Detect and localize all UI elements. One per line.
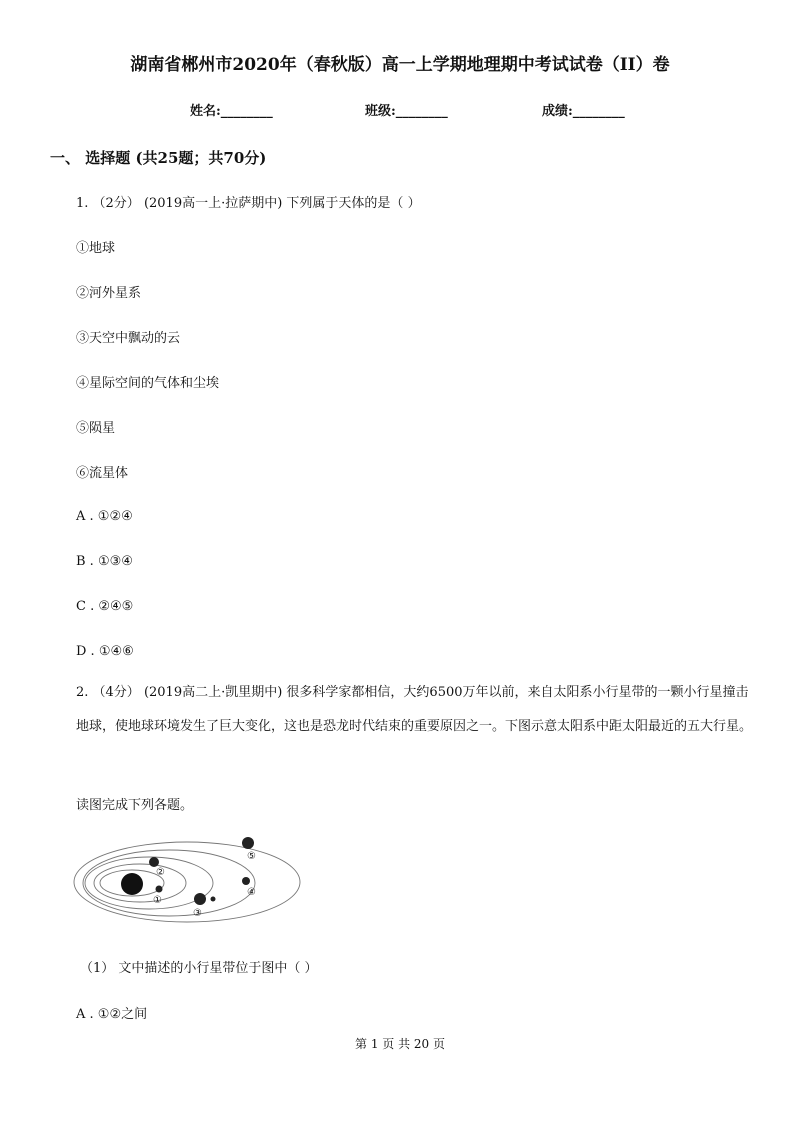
planet-4 (242, 877, 250, 885)
orbit-3 (85, 857, 213, 909)
class-field: 班级:________ (365, 104, 448, 119)
planet-3 (194, 893, 206, 905)
moon (211, 897, 216, 902)
page-title: 湖南省郴州市2020年（春秋版）高一上学期地理期中考试试卷（II）卷 (130, 55, 670, 75)
q1-option-d: D . ①④⑥ (76, 644, 134, 659)
q2-instruction: 读图完成下列各题。 (76, 798, 194, 813)
q2-sub1-stem: （1） 文中描述的小行星带位于图中（ ） (80, 961, 318, 976)
label-5: ⑤ (247, 851, 256, 862)
planet-1 (156, 886, 163, 893)
q1-option-a: A . ①②④ (76, 509, 133, 524)
q1-item-2: ②河外星系 (76, 286, 142, 301)
name-field: 姓名:________ (190, 104, 273, 119)
q1-item-4: ④星际空间的气体和尘埃 (76, 376, 220, 391)
label-4: ④ (247, 887, 256, 898)
planet-5 (242, 837, 254, 849)
score-field: 成绩:________ (542, 104, 625, 119)
q1-option-b: B . ①③④ (76, 554, 133, 569)
label-1: ① (153, 895, 162, 906)
q1-item-5: ⑤陨星 (76, 421, 116, 436)
solar-system-diagram (72, 830, 312, 930)
q1-item-6: ⑥流星体 (76, 466, 129, 481)
q2-sub1-option-a: A . ①②之间 (76, 1007, 148, 1022)
orbit-5 (74, 842, 300, 922)
label-3: ③ (193, 908, 202, 919)
q1-item-3: ③天空中飘动的云 (76, 331, 181, 346)
orbit-4 (83, 850, 255, 916)
q1-item-1: ①地球 (76, 241, 116, 256)
planet-2 (149, 857, 159, 867)
q2-stem: 2. （4分） (2019高二上·凯里期中) 很多科学家都相信，大约6500万年以前，来自太阳系小行星带的一颗小行星撞击地球，使地球环境发生了巨大变化，这也是恐龙时代结束的重要原因之一。下图示意太阳系中距太阳最近的五大行星。 (76, 685, 753, 734)
section-heading: 一、 选择题 (共25题；共70分) (50, 149, 267, 167)
q1-option-c: C . ②④⑤ (76, 599, 134, 614)
q1-stem: 1. （2分） (2019高一上·拉萨期中) 下列属于天体的是（ ） (76, 196, 421, 211)
label-2: ② (156, 867, 165, 878)
sun (121, 873, 143, 895)
page-footer: 第 1 页 共 20 页 (355, 1037, 445, 1051)
